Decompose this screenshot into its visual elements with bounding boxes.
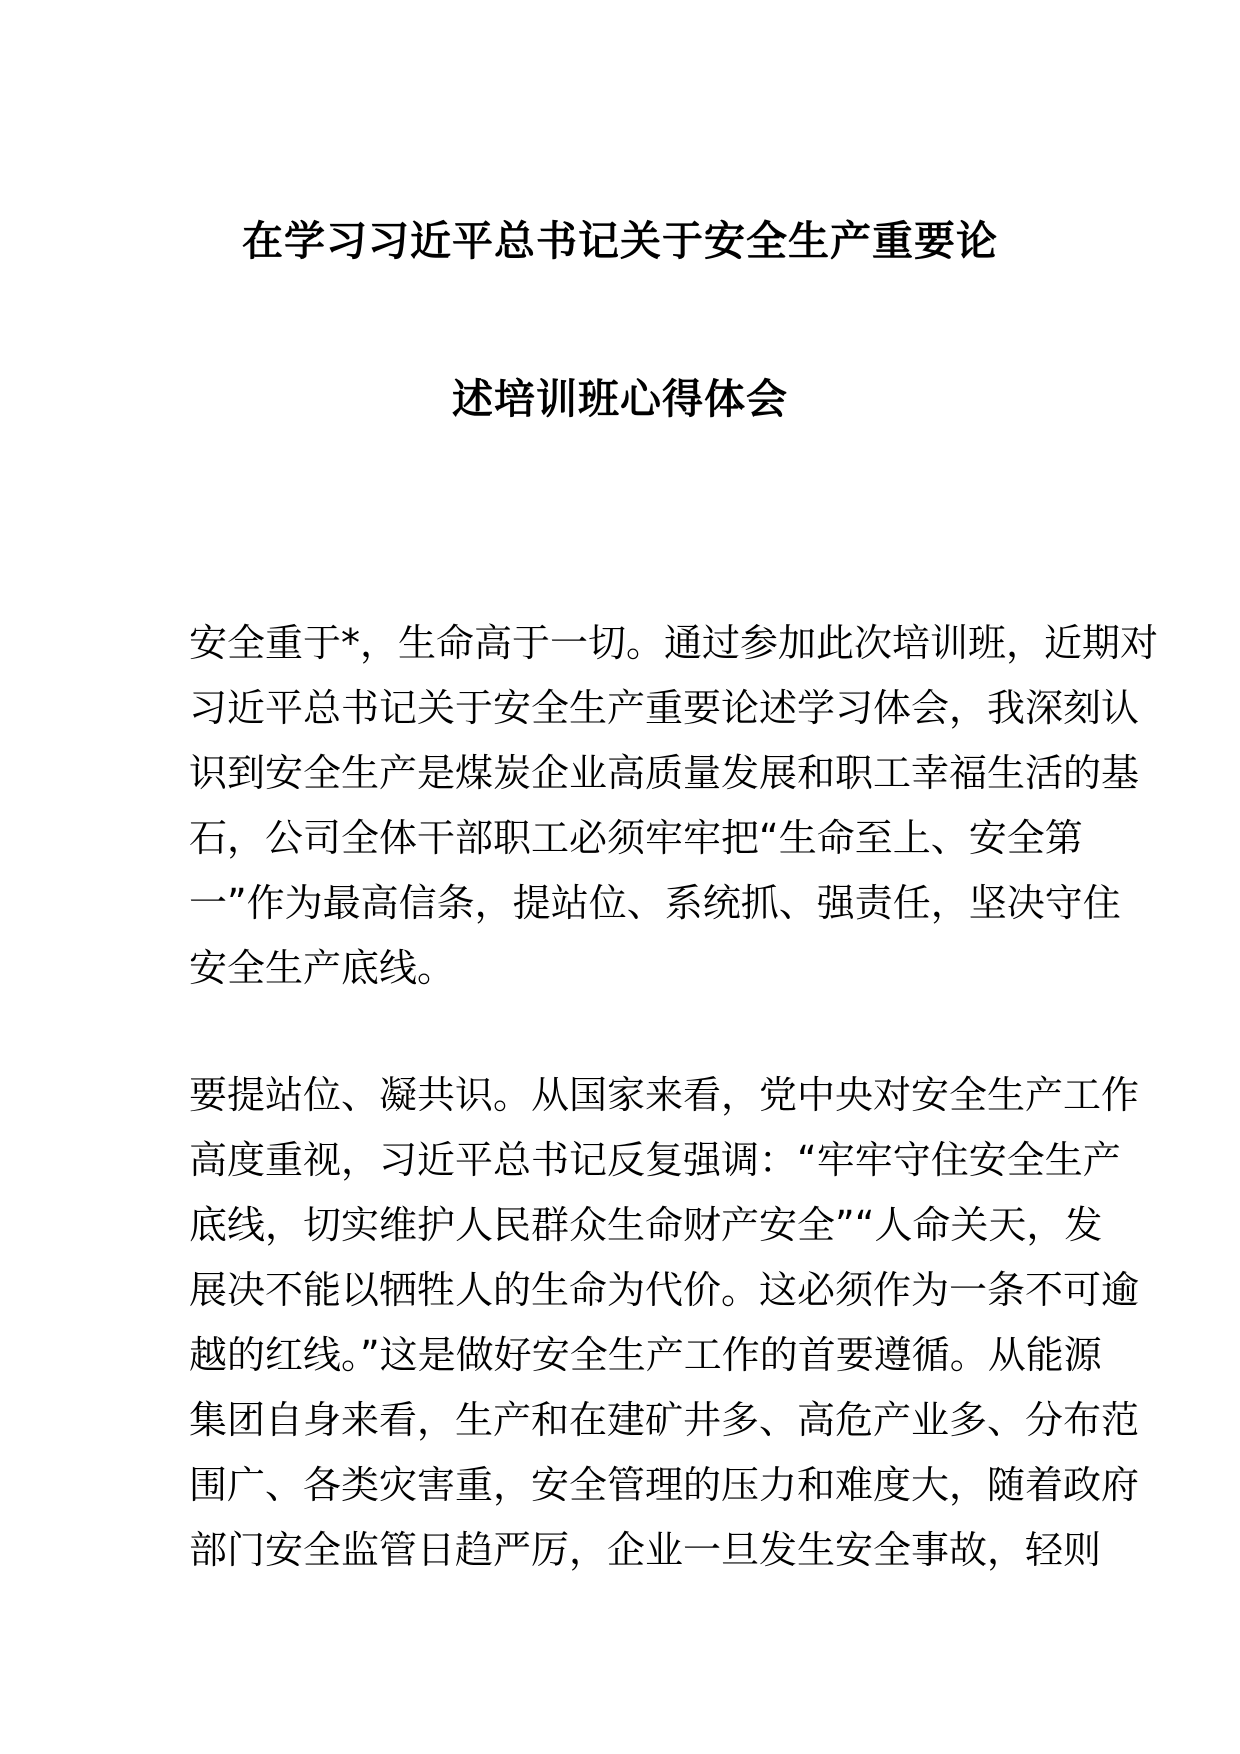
title-line-2: 述培训班心得体会 [452,375,788,423]
text-line: 展决不能以牺牲人的生命为代价。这必须作为一条不可逾 [189,1268,1140,1312]
text-line: 围广、各类灾害重，安全管理的压力和难度大，随着政府 [189,1463,1140,1507]
text-line: 一”作为最高信条，提站位、系统抓、强责任，坚决守住 [189,881,1121,925]
paragraph-1 [189,611,1159,1001]
text-line: 部门安全监管日趋严厉，企业一旦发生安全事故，轻则 [189,1528,1102,1572]
text-line: 越的红线。”这是做好安全生产工作的首要遵循。从能源 [189,1333,1102,1377]
text-line: 习近平总书记关于安全生产重要论述学习体会，我深刻认 [189,686,1140,730]
text-line: 石，公司全体干部职工必须牢牢把“生命至上、安全第 [189,816,1083,860]
text-line: 底线，切实维护人民群众生命财产安全”“人命关天，发 [189,1203,1103,1247]
text-line: 识到安全生产是煤炭企业高质量发展和职工幸福生活的基 [189,751,1140,795]
text-line: 安全生产底线。 [189,946,456,990]
text-line: 安全重于*，生命高于一切。通过参加此次培训班，近期对 [189,621,1159,665]
title-line-1: 在学习习近平总书记关于安全生产重要论 [242,217,998,265]
text-line: 集团自身来看，生产和在建矿井多、高危产业多、分布范 [189,1398,1140,1442]
text-line: 要提站位、凝共识。从国家来看，党中央对安全生产工作 [189,1073,1140,1117]
text-line: 高度重视，习近平总书记反复强调：“牢牢守住安全生产 [189,1138,1121,1182]
paragraph-2 [189,1063,1140,1583]
